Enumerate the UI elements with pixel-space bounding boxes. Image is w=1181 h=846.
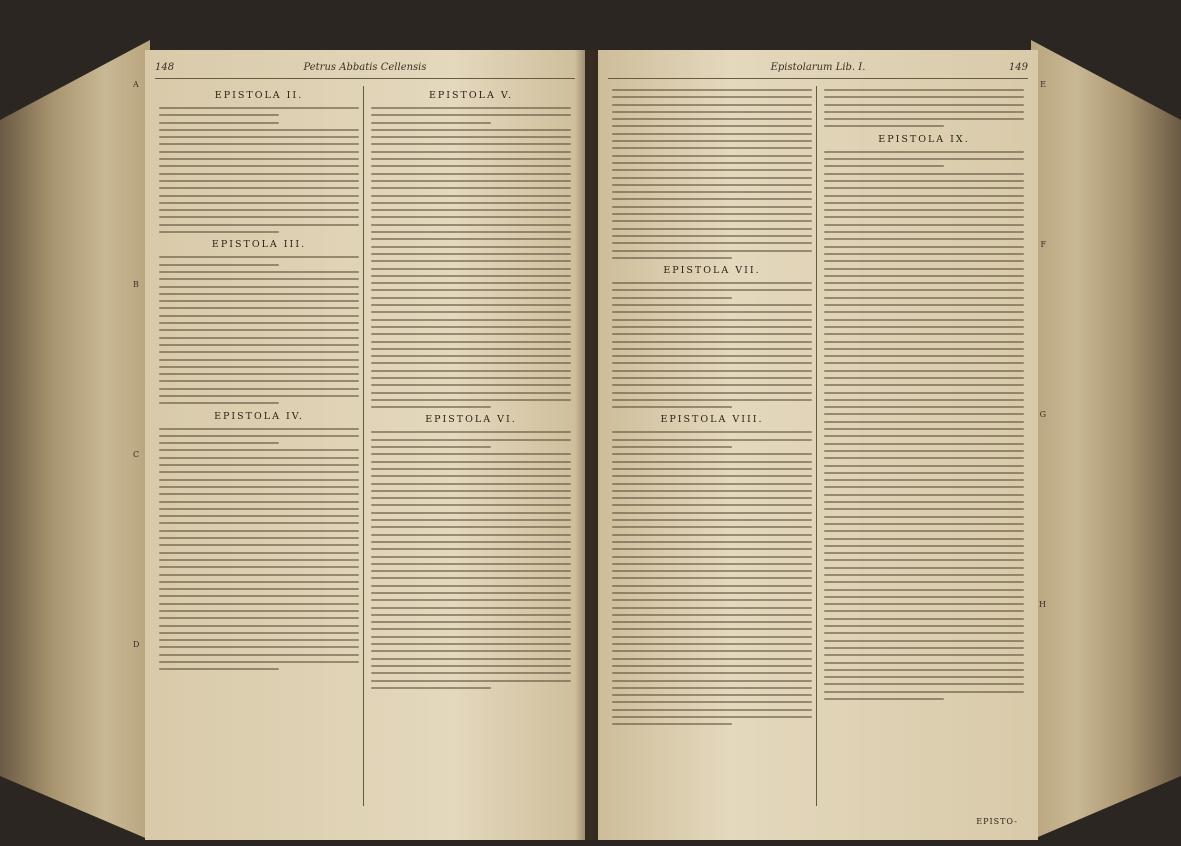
epistle-salutation bbox=[612, 428, 812, 450]
epistle-heading: EPISTOLA VI. bbox=[425, 414, 517, 426]
margin-letter: A bbox=[133, 80, 139, 89]
epistle-body bbox=[824, 170, 1024, 703]
right-page-edges bbox=[1031, 40, 1181, 840]
right-column-b bbox=[824, 86, 1024, 702]
epistle-salutation bbox=[371, 104, 571, 126]
epistle-body bbox=[371, 126, 571, 411]
right-running-head bbox=[608, 62, 1028, 79]
left-running-title: Petrus Abbatis Cellensis bbox=[303, 62, 427, 73]
margin-letter: E bbox=[1040, 80, 1046, 89]
epistle-heading: EPISTOLA VII. bbox=[663, 265, 761, 277]
margin-letter: D bbox=[133, 640, 140, 649]
epistle-body bbox=[612, 301, 812, 410]
right-page bbox=[598, 50, 1046, 840]
right-column-a bbox=[612, 86, 812, 728]
left-running-head bbox=[155, 62, 575, 79]
left-page-edges bbox=[0, 40, 150, 840]
epistle-heading: EPISTOLA IX. bbox=[878, 133, 970, 145]
margin-letter: C bbox=[133, 450, 140, 459]
epistle-salutation bbox=[159, 104, 359, 126]
left-column-b bbox=[371, 86, 571, 691]
right-running-title: Epistolarum Lib. I. bbox=[770, 62, 866, 73]
epistle-heading: EPISTOLA III. bbox=[211, 239, 307, 251]
margin-letter: B bbox=[133, 280, 139, 289]
epistle-body bbox=[612, 86, 812, 261]
epistle-body bbox=[159, 268, 359, 407]
epistle-body bbox=[159, 446, 359, 672]
margin-letter: H bbox=[1039, 600, 1046, 609]
epistle-heading: EPISTOLA VIII. bbox=[660, 414, 764, 426]
left-page bbox=[133, 50, 585, 840]
epistle-salutation bbox=[612, 279, 812, 301]
column-rule bbox=[816, 86, 817, 806]
margin-letter: G bbox=[1039, 410, 1046, 419]
epistle-salutation bbox=[824, 148, 1024, 170]
epistle-body bbox=[612, 450, 812, 727]
margin-letter: F bbox=[1040, 240, 1046, 249]
epistle-salutation bbox=[371, 428, 571, 450]
right-page-number: 149 bbox=[1008, 62, 1028, 73]
epistle-heading: EPISTOLA IV. bbox=[214, 410, 304, 422]
left-page-number: 148 bbox=[155, 62, 175, 73]
epistle-salutation bbox=[159, 425, 359, 447]
epistle-salutation bbox=[159, 253, 359, 268]
epistle-body bbox=[159, 126, 359, 235]
epistle-body bbox=[824, 86, 1024, 130]
catchword: EPISTO- bbox=[976, 817, 1018, 826]
epistle-heading: EPISTOLA V. bbox=[428, 90, 514, 101]
left-column-a bbox=[159, 86, 359, 673]
epistle-body bbox=[371, 450, 571, 691]
column-rule bbox=[363, 86, 364, 806]
epistle-heading: EPISTOLA II. bbox=[214, 90, 304, 101]
